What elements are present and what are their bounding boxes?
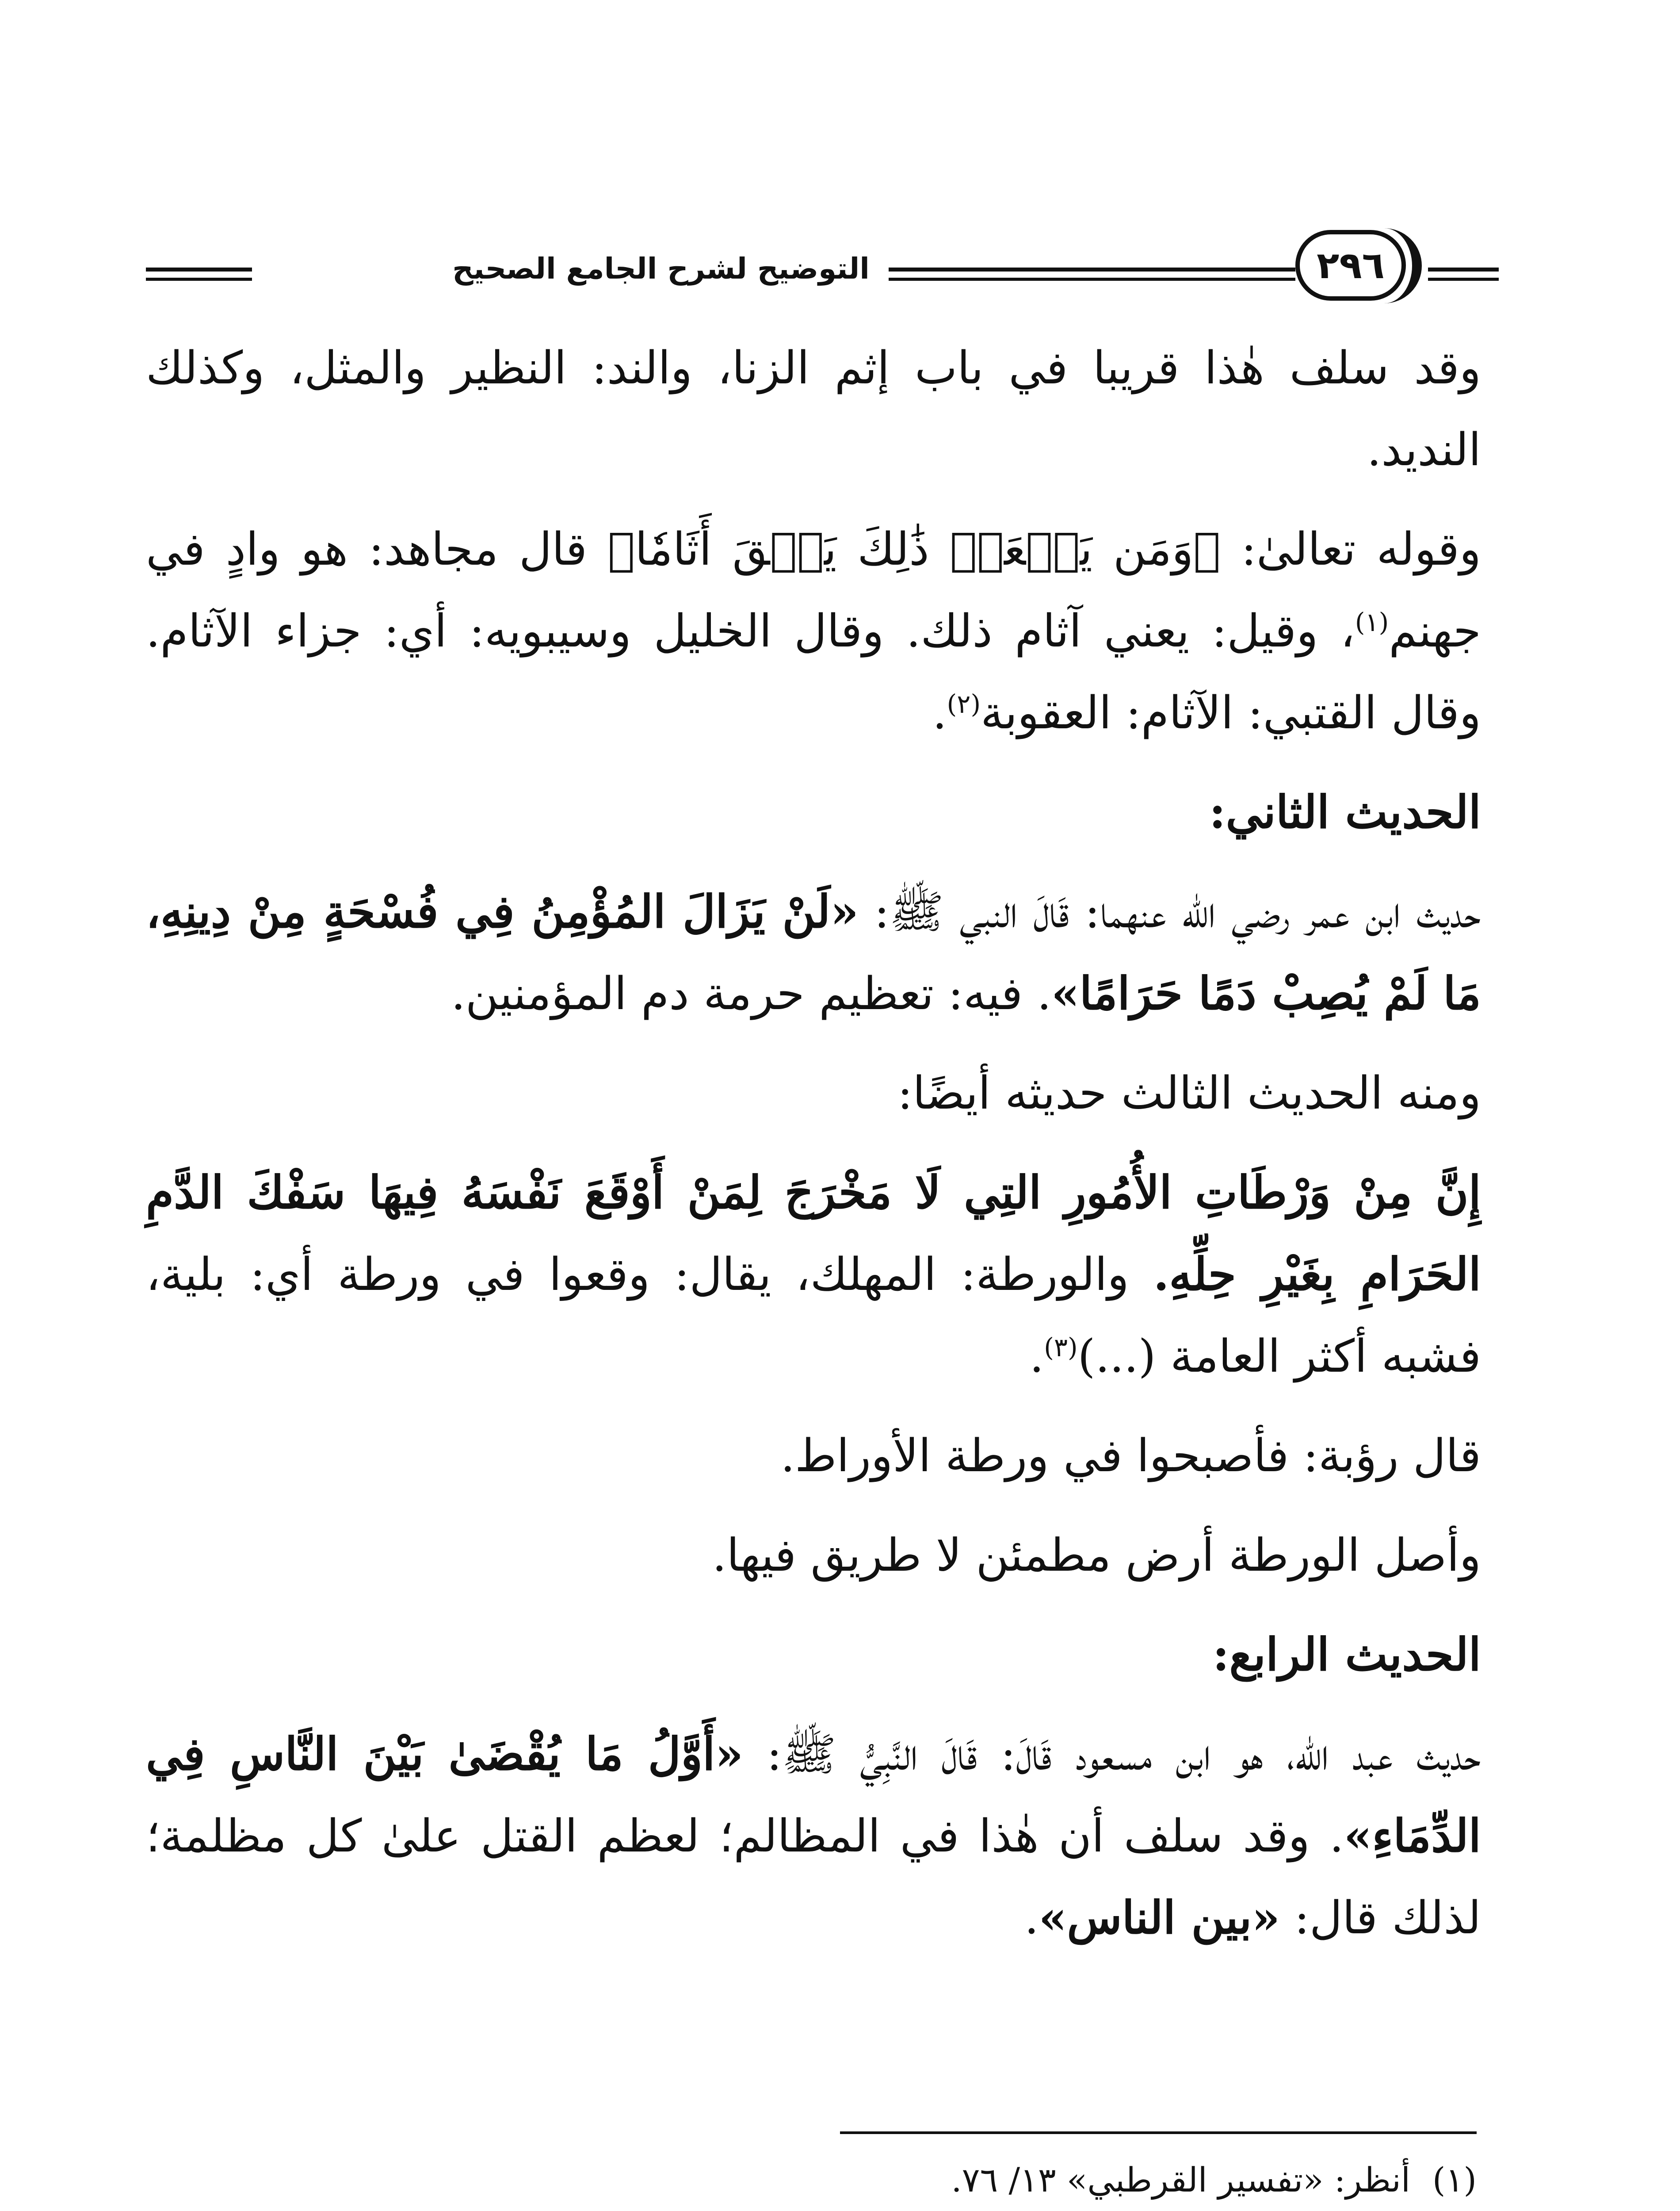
footnotes [619,2149,1477,2211]
page-header [146,221,1499,318]
footnote-ref-1: (١) [1355,607,1389,637]
heading-hadith-4: الحديث الرابع: [1212,1628,1481,1681]
paragraph-5: قال رؤبة: فأصبحوا في ورطة الأوراط. [780,1430,1481,1482]
page-number: ٢٩٦ [1317,244,1385,287]
paragraph-7-text-c: . [1024,1892,1039,1944]
paragraph-3-text-a: حديث ابن عمر رضي الله عنهما: قَالَ النبي ﷺ: [859,886,1481,938]
hadith-text-4: «أَوَّلُ مَا يُقْضَىٰ بَيْنَ النَّاسِ فِي الدِّمَاءِ» [146,1728,1481,1863]
footnote-number: (١) [1432,2160,1477,2200]
paragraph-2-text-b: ، وقيل: يعني آثام ذلك. وقال الخليل وسيبويه: أي: جزاء الآثام. وقال القتبي: الآثام: العقوبة [146,605,1481,739]
paragraph-4-text-c: . [1029,1330,1044,1383]
paragraph-7-text-b: . وقد سلف أن هٰذا في المظالم؛ لعظم القتل علىٰ كل مظلمة؛ لذلك قال: [146,1810,1481,1944]
running-title: التوضيح لشرح الجامع الصحيح [452,252,870,286]
paragraph-2 [146,509,1481,754]
paragraph-7-text-a: حديث عبد الله، هو ابن مسعود قَالَ: قَالَ النَّبِيُّ ﷺ: [743,1728,1481,1781]
hadith-text-2: «لَنْ يَزَالَ المُؤْمِنُ فِي فُسْحَةٍ مِنْ دِينِهِ، مَا لَمْ يُصِبْ دَمًا حَرَامًا» [146,885,1481,1020]
header-rule-middle [889,268,1295,272]
paragraph-7 [146,1714,1481,1959]
footnote-ref-2: (٢) [947,689,981,719]
paragraph-4-text-b: والورطة: المهلك، يقال: وقعوا في ورطة أي: بلية، فشبه أكثر العامة (...) [146,1248,1481,1383]
header-rule-left-2 [146,278,252,281]
footnote-1 [619,2149,1477,2211]
header-rule-left [146,268,252,272]
paragraph-3 [146,871,1481,1035]
main-text [146,327,1481,1977]
heading-hadith-2: الحديث الثاني: [1209,786,1481,839]
header-rule-middle-2 [889,278,1295,281]
heading-hadith-3: ومنه الحديث الثالث حديثه أيضًا: [897,1067,1481,1120]
hadith-text-3: إِنَّ مِنْ وَرْطَاتِ الأُمُورِ التِي لَا مَخْرَجَ لِمَنْ أَوْقَعَ نَفْسَهُ فِيهَا سَفْكَ الدَّمِ الحَرَامِ بِغَيْرِ حِلِّهِ. [146,1166,1481,1301]
footnote-separator [840,2131,1477,2134]
footnote-ref-3: (٣) [1044,1332,1078,1362]
paragraph-2-text-a: وقوله تعالىٰ: ﴿وَمَن يَفۡعَلۡ ذَٰلِكَ يَلۡقَ أَثَامٗا﴾ قال مجاهد: هو وادٍ في جهنم [146,523,1481,658]
footnote-text: أنظر: «تفسير القرطبي» ١٣/ ٧٦. [951,2160,1410,2200]
header-rule-right [1428,268,1499,272]
paragraph-6: وأصل الورطة أرض مطمئن لا طريق فيها. [712,1529,1481,1582]
quote-bayn-al-nas: «بين الناس» [1039,1891,1280,1944]
paragraph-2-text-c: . [932,687,947,739]
header-rule-right-2 [1428,278,1499,281]
paragraph-4 [146,1152,1481,1397]
paragraph-3-text-b: . فيه: تعظيم حرمة دم المؤمنين. [451,968,1051,1020]
paragraph-1: وقد سلف هٰذا قريبا في باب إثم الزنا، والند: النظير والمثل، وكذلك النديد. [146,342,1481,476]
page-number-badge [1295,230,1406,301]
